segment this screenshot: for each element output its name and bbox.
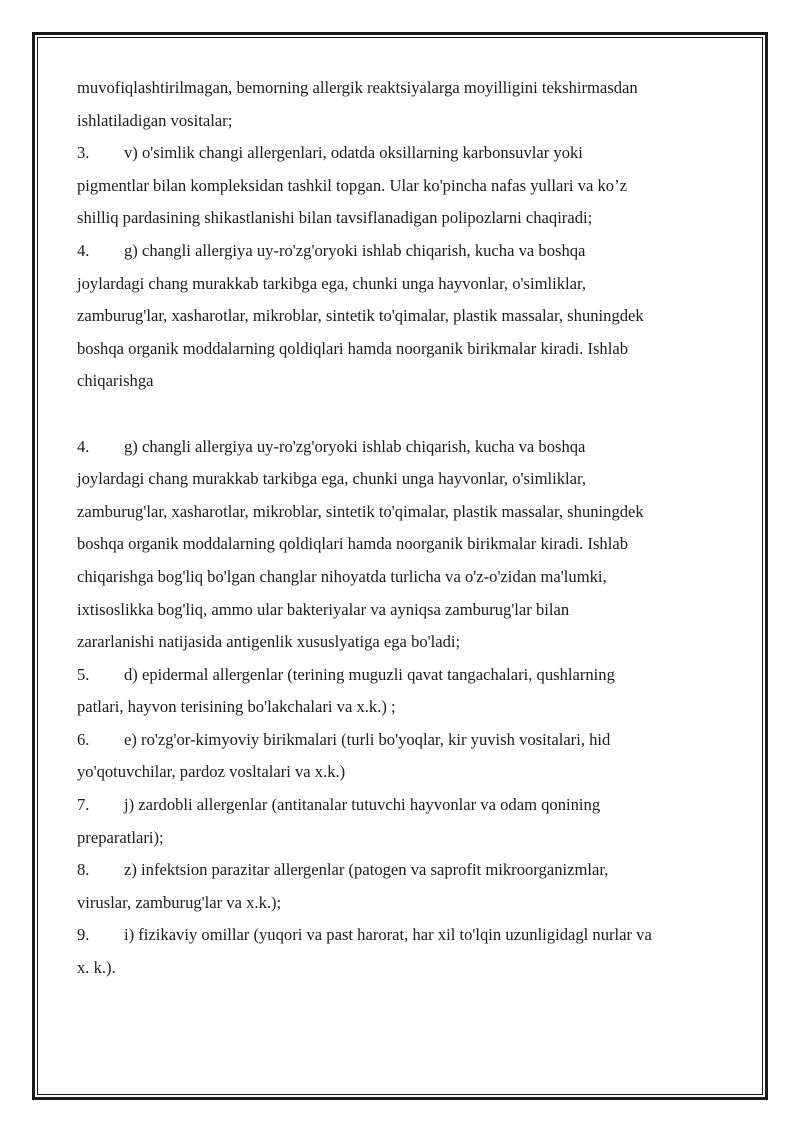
text-line (77, 72, 727, 105)
list-number: 9. (77, 925, 90, 945)
line-text: yo'qotuvchilar, pardoz vosltalari va x.k.) (77, 762, 346, 782)
line-text: zararlanishi natijasida antigenlik xususlyatiga ega bo'ladi; (77, 632, 461, 652)
line-text: x. k.). (77, 958, 116, 978)
line-text: boshqa organik moddalarning qoldiqlari hamda noorganik birikmalar kiradi. Ishlab (77, 338, 629, 358)
line-text: boshqa organik moddalarning qoldiqlari hamda noorganik birikmalar kiradi. Ishlab (77, 534, 629, 554)
list-number: 5. (77, 664, 90, 684)
list-number: 7. (77, 795, 90, 815)
line-text: j) zardobli allergenlar (antitanalar tutuvchi hayvonlar va odam qonining (124, 795, 601, 815)
text-line (77, 887, 727, 920)
line-text: joylardagi chang murakkab tarkibga ega, chunki unga hayvonlar, o'simliklar, (77, 469, 586, 489)
list-number: 8. (77, 860, 90, 880)
line-text: chiqarishga (77, 371, 154, 391)
line-text: viruslar, zamburug'lar va x.k.); (77, 892, 282, 912)
line-text: patlari, hayvon terisining bo'lakchalari va x.k.) ; (77, 697, 396, 717)
text-block-1 (77, 72, 727, 398)
line-text: v) o'simlik changi allergenlari, odatda oksillarning karbonsuvlar yoki (124, 143, 583, 163)
text-line (77, 756, 727, 789)
text-line (77, 496, 727, 529)
text-line (77, 105, 727, 138)
list-number: 6. (77, 729, 90, 749)
text-line (77, 724, 727, 757)
text-line (77, 691, 727, 724)
text-line (77, 202, 727, 235)
document-body (77, 72, 727, 985)
line-text: g) changli allergiya uy-ro'zg'oryoki ishlab chiqarish, kucha va boshqa (124, 436, 586, 456)
line-text: muvofiqlashtirilmagan, bemorning allergik reaktsiyalarga moyilligini tekshirmasdan (77, 78, 638, 97)
line-text: preparatlari); (77, 827, 164, 847)
text-line (77, 365, 727, 398)
text-line (77, 659, 727, 692)
line-text: z) infektsion parazitar allergenlar (patogen va saprofit mikroorganizmlar, (124, 860, 609, 880)
text-line (77, 854, 727, 887)
text-line (77, 919, 727, 952)
list-number: 3. (77, 143, 90, 163)
text-block-2 (77, 431, 727, 985)
text-line (77, 528, 727, 561)
line-text: chiqarishga bog'liq bo'lgan changlar nihoyatda turlicha va o'z-o'zidan ma'lumki, (77, 566, 607, 586)
text-line (77, 822, 727, 855)
line-text: i) fizikaviy omillar (yuqori va past harorat, har xil to'lqin uzunligidagl nurlar va (124, 925, 652, 945)
line-text: d) epidermal allergenlar (terining muguzli qavat tangachalari, qushlarning (124, 664, 615, 684)
list-number: 4. (77, 240, 90, 260)
line-text: g) changli allergiya uy-ro'zg'oryoki ishlab chiqarish, kucha va boshqa (124, 240, 586, 260)
line-text: zamburug'lar, xasharotlar, mikroblar, sintetik to'qimalar, plastik massalar, shuningdek (77, 501, 644, 521)
text-line (77, 137, 727, 170)
text-line (77, 333, 727, 366)
text-line (77, 268, 727, 301)
paragraph-gap (77, 398, 727, 431)
text-line (77, 952, 727, 985)
line-text: pigmentlar bilan kompleksidan tashkil topgan. Ular ko'pincha nafas yullari va ko’z (77, 175, 627, 195)
text-line (77, 561, 727, 594)
text-line (77, 300, 727, 333)
line-text: ixtisoslikka bog'liq, ammo ular bakteriyalar va ayniqsa zamburug'lar bilan (77, 599, 570, 619)
text-line (77, 463, 727, 496)
line-text: zamburug'lar, xasharotlar, mikroblar, sintetik to'qimalar, plastik massalar, shuningdek (77, 306, 644, 326)
text-line (77, 170, 727, 203)
text-line (77, 789, 727, 822)
line-text: e) ro'zg'or-kimyoviy birikmalari (turli bo'yoqlar, kir yuvish vositalari, hid (124, 729, 611, 749)
line-text: joylardagi chang murakkab tarkibga ega, chunki unga hayvonlar, o'simliklar, (77, 273, 586, 293)
text-line (77, 626, 727, 659)
line-text: shilliq pardasining shikastlanishi bilan tavsiflanadigan polipozlarni chaqiradi; (77, 208, 593, 228)
text-line (77, 594, 727, 627)
text-line (77, 235, 727, 268)
line-text: ishlatiladigan vositalar; (77, 110, 233, 130)
list-number: 4. (77, 436, 90, 456)
text-line (77, 431, 727, 464)
